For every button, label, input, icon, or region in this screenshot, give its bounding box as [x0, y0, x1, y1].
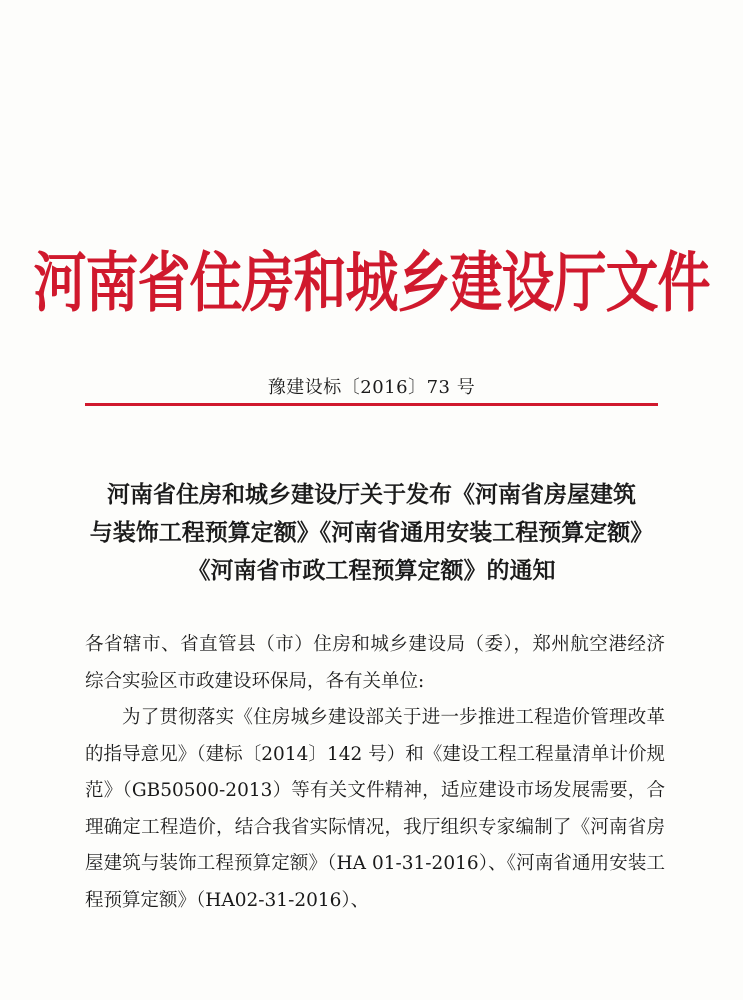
agency-header: 河南省住房和城乡建设厅文件 — [33, 245, 710, 322]
title-line-2: 与装饰工程预算定额》《河南省通用安装工程预算定额》 — [89, 519, 654, 546]
title-line-3: 《河南省市政工程预算定额》的通知 — [187, 557, 556, 584]
title-line-1: 河南省住房和城乡建设厅关于发布《河南省房屋建筑 — [107, 481, 636, 508]
body-paragraph: 为了贯彻落实《住房城乡建设部关于进一步推进工程造价管理改革的指导意见》（建标〔2014〕142 号）和《建设工程工程量清单计价规范》（GB50500-2013）等有关文件精神，适应建设市场发展需要，合理确定工程造价，结合我省实际情况，我厅组织专家编制了《河南省房屋建筑与装饰工程预算定额》（HA 01-31-2016）、《河南省通用安装工程预算定额》（HA02-31-2016）、 — [85, 707, 665, 911]
notice-title — [60, 476, 683, 590]
salutation: 各省辖市、省直管县（市）住房和城乡建设局（委），郑州航空港经济综合实验区市政建设环保局，各有关单位: — [85, 634, 665, 692]
red-divider-line — [85, 403, 658, 406]
document-number: 豫建设标〔2016〕73 号 — [267, 377, 476, 398]
notice-body — [85, 627, 665, 919]
